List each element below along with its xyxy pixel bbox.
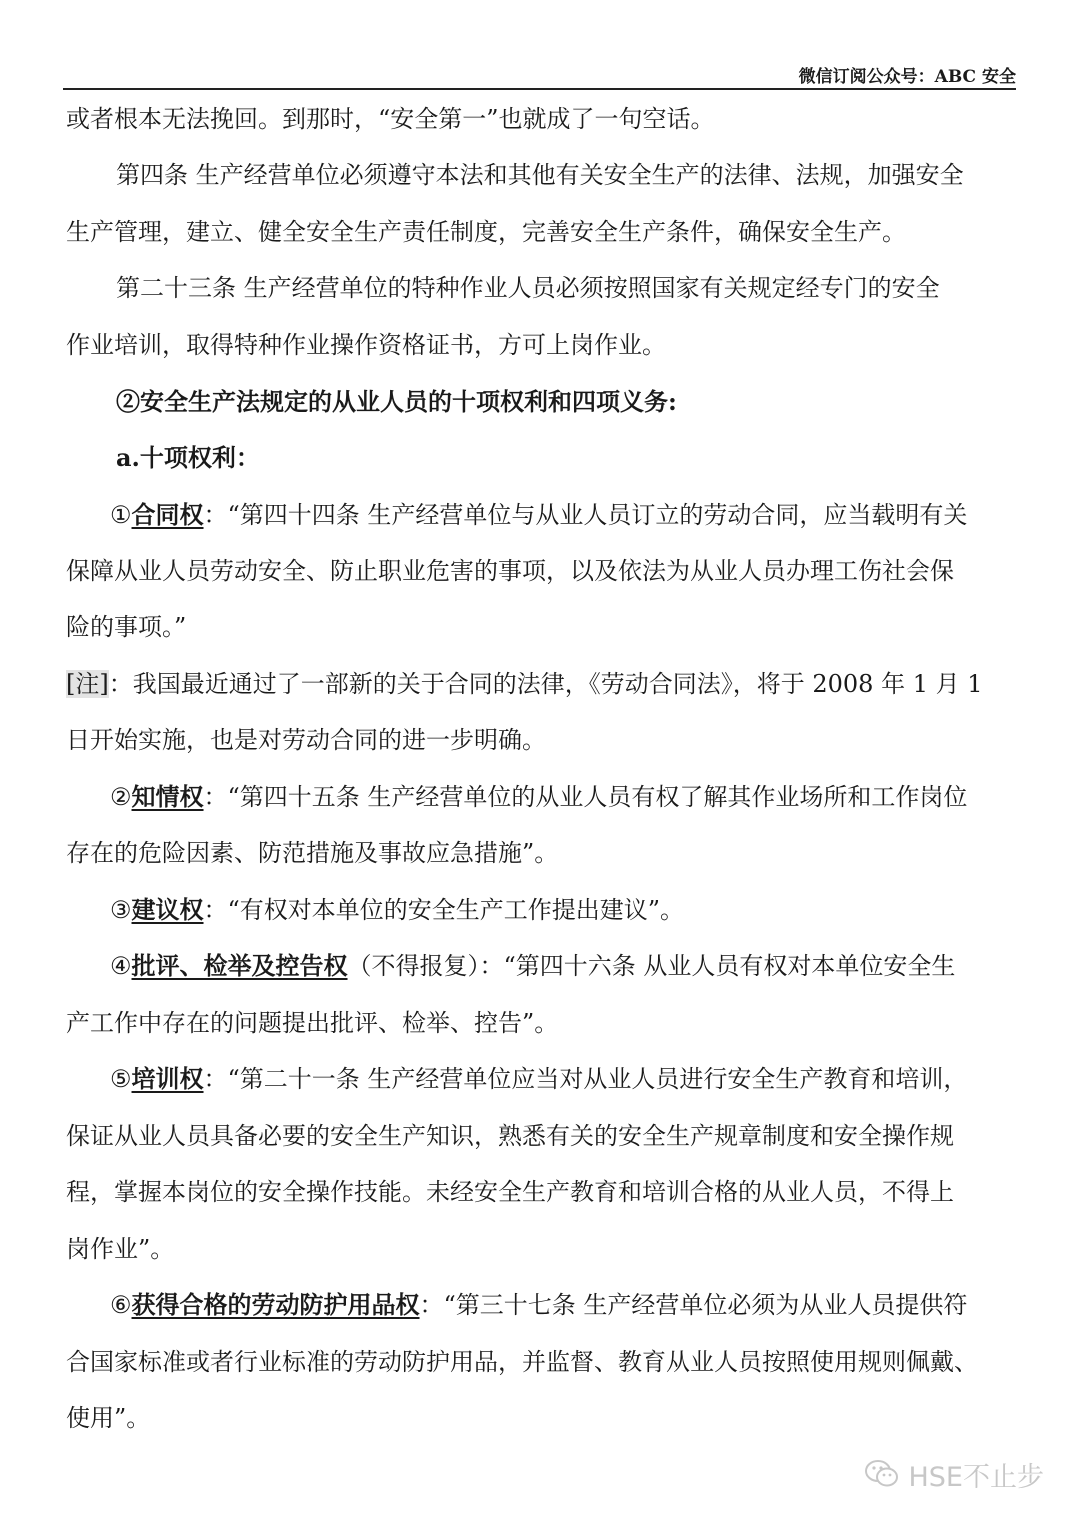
- text-line: 第二十三条 生产经营单位的特种作业人员必须按照国家有关规定经专门的安全: [116, 274, 940, 302]
- text-line: [110, 777, 967, 817]
- item-text: ：“第四十四条 生产经营单位与从业人员订立的劳动合同，应当载明有关: [203, 501, 968, 529]
- item-number: ⑥: [110, 1291, 132, 1319]
- text-line: [66, 664, 983, 704]
- item-number: ③: [110, 896, 132, 924]
- right-term: 知情权: [131, 782, 204, 811]
- sub-heading: a.十项权利：: [116, 443, 260, 472]
- item-text: ：“第二十一条 生产经营单位应当对从业人员进行安全生产教育和培训，: [203, 1065, 968, 1093]
- text-line: [110, 1285, 967, 1325]
- section-heading: ②安全生产法规定的从业人员的十项权利和四项义务:: [116, 387, 677, 416]
- right-term: 建议权: [131, 895, 204, 924]
- text-line: 险的事项。”: [66, 613, 187, 641]
- page-header: [63, 62, 1016, 90]
- text-line: 生产管理，建立、健全安全生产责任制度，完善安全生产条件，确保安全生产。: [66, 218, 906, 246]
- text-line: [110, 946, 955, 986]
- header-text: 微信订阅公众号：ABC 安全: [798, 67, 1016, 87]
- text-line: [110, 890, 684, 930]
- text-line: 程，掌握本岗位的安全操作技能。未经安全生产教育和培训合格的从业人员，不得上: [66, 1178, 954, 1206]
- note-text: ：我国最近通过了一部新的关于合同的法律，《劳动合同法》，将于 2008 年 1 月 1: [108, 670, 983, 698]
- text-line: 合国家标准或者行业标准的劳动防护用品，并监督、教育从业人员按照使用规则佩戴、: [66, 1348, 978, 1376]
- watermark: [864, 1454, 1044, 1494]
- text-line: [110, 1059, 967, 1099]
- text-line: [110, 495, 967, 535]
- item-text: （不得报复）：“第四十六条 从业人员有权对本单位安全生: [347, 952, 956, 980]
- text-line: 保证从业人员具备必要的安全生产知识，熟悉有关的安全生产规章制度和安全操作规: [66, 1122, 954, 1150]
- item-number: ⑤: [110, 1065, 132, 1093]
- text-line: 或者根本无法挽回。到那时，“安全第一”也就成了一句空话。: [66, 105, 715, 133]
- item-number: ④: [110, 952, 132, 980]
- item-number: ①: [110, 501, 132, 529]
- text-line: 产工作中存在的问题提出批评、检举、控告”。: [66, 1009, 559, 1037]
- item-text: ：“第三十七条 生产经营单位必须为从业人员提供符: [419, 1291, 968, 1319]
- right-term: 批评、检举及控告权: [131, 951, 348, 980]
- right-term: 合同权: [131, 500, 204, 529]
- watermark-text: HSE不止步: [908, 1461, 1044, 1493]
- text-line: 岗作业”。: [66, 1235, 175, 1263]
- item-text: ：“第四十五条 生产经营单位的从业人员有权了解其作业场所和工作岗位: [203, 783, 968, 811]
- right-term: 获得合格的劳动防护用品权: [131, 1290, 420, 1319]
- text-line: 存在的危险因素、防范措施及事故应急措施”。: [66, 839, 559, 867]
- text-line: 作业培训，取得特种作业操作资格证书，方可上岗作业。: [66, 331, 666, 359]
- wechat-icon: [864, 1458, 900, 1490]
- text-line: 使用”。: [66, 1404, 151, 1432]
- item-number: ②: [110, 783, 132, 811]
- text-line: 日开始实施，也是对劳动合同的进一步明确。: [66, 726, 546, 754]
- item-text: ：“有权对本单位的安全生产工作提出建议”。: [203, 896, 685, 924]
- note-marker: [注]: [66, 670, 109, 698]
- text-line: 保障从业人员劳动安全、防止职业危害的事项，以及依法为从业人员办理工伤社会保: [66, 557, 954, 585]
- text-line: 第四条 生产经营单位必须遵守本法和其他有关安全生产的法律、法规，加强安全: [116, 161, 964, 189]
- right-term: 培训权: [131, 1064, 204, 1093]
